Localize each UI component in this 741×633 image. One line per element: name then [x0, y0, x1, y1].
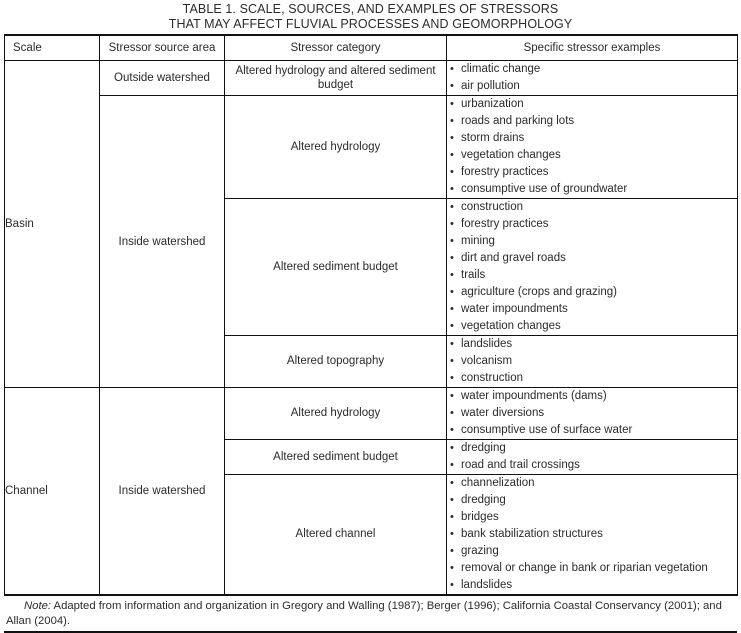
note-text: Adapted from information and organization in Gregory and Walling (1987); Berger (1996); California Coastal Conservancy (2001); and Allan (2004). — [6, 600, 722, 627]
list-item: • volcanism — [461, 353, 737, 370]
cell-examples-6 — [447, 440, 738, 475]
list-item: • consumptive use of groundwater — [461, 181, 737, 198]
cell-source-inside-watershed-basin: Inside watershed — [100, 96, 225, 388]
column-header-source — [100, 35, 225, 61]
list-item: • road and trail crossings — [461, 457, 737, 474]
list-item: • dredging — [461, 440, 737, 457]
cell-category-altered-topography: Altered topography — [225, 336, 447, 388]
cell-scale-channel: Channel — [5, 388, 100, 596]
table-row — [5, 388, 738, 440]
cell-examples-2 — [447, 96, 738, 199]
list-item: • landslides — [461, 577, 737, 594]
list-item: • bridges — [461, 509, 737, 526]
list-item: • water diversions — [461, 405, 737, 422]
table-body — [5, 61, 738, 596]
list-item: • urbanization — [461, 96, 737, 113]
cell-source-inside-watershed-channel: Inside watershed — [100, 388, 225, 596]
list-item: • channelization — [461, 475, 737, 492]
note-label: Note: — [24, 600, 52, 612]
cell-category-altered-hydrology-basin: Altered hydrology — [225, 96, 447, 199]
cell-examples-3 — [447, 199, 738, 336]
cell-examples-4 — [447, 336, 738, 388]
list-item: • construction — [461, 370, 737, 387]
bullet-list — [447, 61, 737, 95]
bullet-list — [447, 336, 737, 387]
list-item: • climatic change — [461, 61, 737, 78]
table-header-row — [5, 35, 738, 61]
list-item: • construction — [461, 199, 737, 216]
cell-category-altered-sediment-budget-basin: Altered sediment budget — [225, 199, 447, 336]
list-item: • bank stabilization structures — [461, 526, 737, 543]
column-header-scale — [5, 35, 100, 61]
list-item: • removal or change in bank or riparian vegetation — [461, 560, 737, 577]
table-row — [5, 61, 738, 96]
list-item: • storm drains — [461, 130, 737, 147]
cell-category-altered-channel: Altered channel — [225, 475, 447, 596]
column-header-category — [225, 35, 447, 61]
bullet-list — [447, 475, 737, 594]
table-title — [4, 0, 737, 34]
bullet-list — [447, 199, 737, 335]
cell-category-altered-hydrology-channel: Altered hydrology — [225, 388, 447, 440]
cell-examples-5 — [447, 388, 738, 440]
bullet-list — [447, 96, 737, 198]
bullet-list — [447, 440, 737, 474]
table-title-line-1: TABLE 1. SCALE, SOURCES, AND EXAMPLES OF STRESSORS — [182, 2, 559, 16]
table-note — [4, 596, 737, 633]
list-item: • mining — [461, 233, 737, 250]
list-item: • trails — [461, 267, 737, 284]
cell-examples-1 — [447, 61, 738, 96]
column-header-category-label: Stressor category — [290, 42, 381, 54]
list-item: • roads and parking lots — [461, 113, 737, 130]
list-item: • landslides — [461, 336, 737, 353]
bullet-list — [447, 388, 737, 439]
cell-examples-7 — [447, 475, 738, 596]
list-item: • grazing — [461, 543, 737, 560]
stressor-table — [4, 34, 738, 596]
column-header-scale-label: Scale — [13, 42, 42, 54]
table-header — [5, 35, 738, 61]
list-item: • water impoundments (dams) — [461, 388, 737, 405]
table-row — [5, 96, 738, 199]
list-item: • water impoundments — [461, 301, 737, 318]
list-item: • forestry practices — [461, 164, 737, 181]
list-item: • dirt and gravel roads — [461, 250, 737, 267]
list-item: • agriculture (crops and grazing) — [461, 284, 737, 301]
cell-category-altered-hydrology-and-sediment-budget: Altered hydrology and altered sediment budget — [225, 61, 447, 96]
table-title-line-2: THAT MAY AFFECT FLUVIAL PROCESSES AND GEOMORPHOLOGY — [168, 16, 573, 31]
list-item: • dredging — [461, 492, 737, 509]
cell-scale-basin: Basin — [5, 61, 100, 388]
list-item: • forestry practices — [461, 216, 737, 233]
column-header-examples-label: Specific stressor examples — [523, 42, 661, 54]
list-item: • air pollution — [461, 78, 737, 95]
list-item: • consumptive use of surface water — [461, 422, 737, 439]
cell-source-outside-watershed: Outside watershed — [100, 61, 225, 96]
column-header-source-label: Stressor source area — [108, 42, 216, 54]
cell-category-altered-sediment-budget-channel: Altered sediment budget — [225, 440, 447, 475]
column-header-examples — [447, 35, 738, 61]
list-item: • vegetation changes — [461, 147, 737, 164]
list-item: • vegetation changes — [461, 318, 737, 335]
